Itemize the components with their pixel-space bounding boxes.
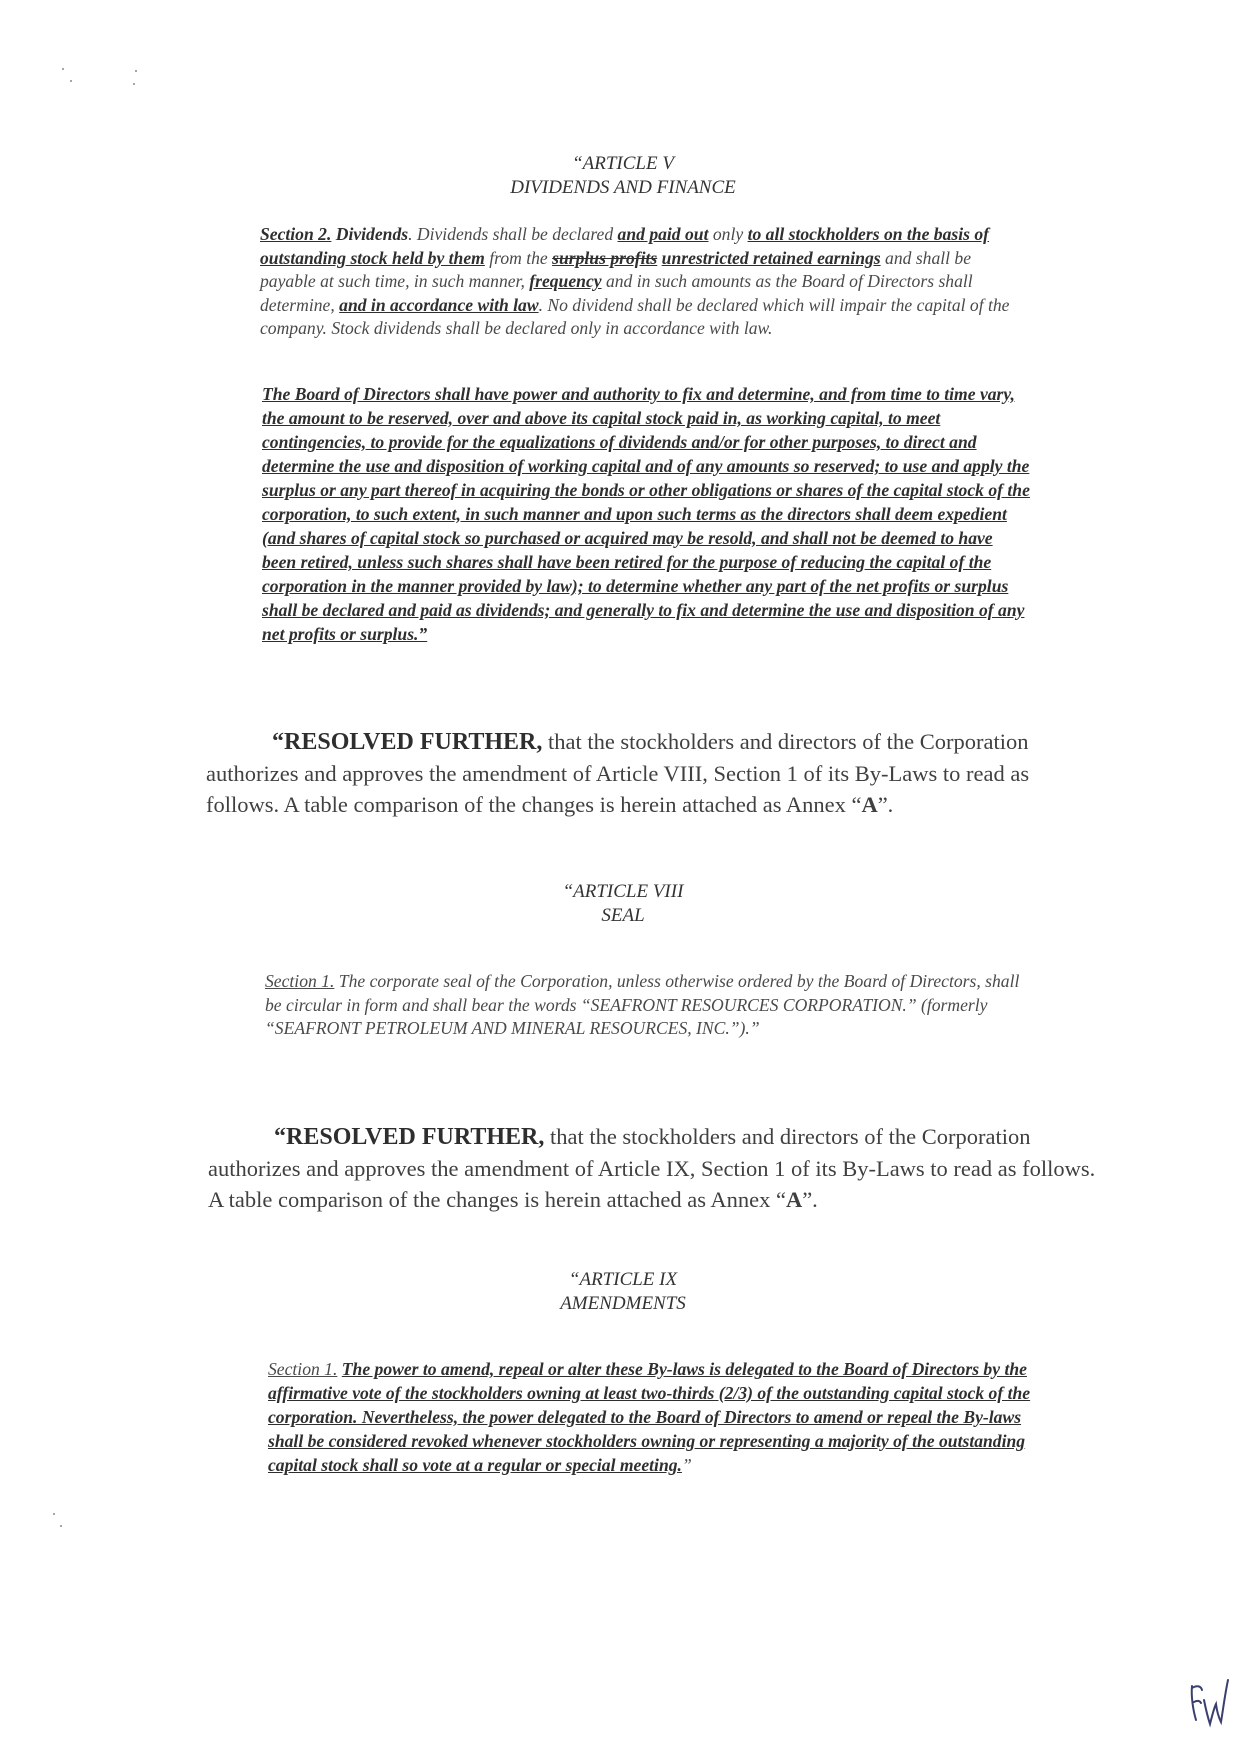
resolved-lead: “RESOLVED FURTHER, bbox=[274, 1124, 545, 1150]
section-label: Section 2. bbox=[260, 224, 332, 244]
scan-speck bbox=[62, 68, 64, 70]
annex-letter: A bbox=[785, 1187, 803, 1212]
inserted-text: and paid out bbox=[617, 224, 709, 244]
article-viii-section-1 bbox=[265, 970, 1033, 1041]
text-run: only bbox=[708, 224, 748, 244]
section-bold-label: Dividends bbox=[335, 224, 409, 244]
text-run: from the bbox=[484, 247, 553, 268]
scan-speck bbox=[53, 1513, 55, 1515]
article-ix-section-1 bbox=[268, 1357, 1036, 1477]
text-end: ” bbox=[681, 1455, 692, 1475]
section-label: Section 1. bbox=[265, 971, 335, 991]
deleted-text: surplus profits bbox=[552, 247, 658, 268]
inserted-text: frequency bbox=[529, 271, 602, 292]
text-run: and shall be payable at such time, in such manner, bbox=[260, 247, 972, 292]
article-viii-title: “ARTICLE VIII bbox=[562, 881, 684, 902]
inserted-paragraph: The Board of Directors shall have power and authority to fix and determine, and from time to time vary, the amount to be reserved, over and above its capital stock paid in, as working capital, to meet contingencies, to provide for the equalizations of dividends and/or for other purposes, to direct and determine the use and disposition of working capital and of any amounts so reserved; to use and apply the surplus or any part thereof in acquiring the bonds or other obligations or shares of the capital stock of the corporation, to such extent, in such manner and upon such terms as the directors shall deem expedient (and shares of capital stock so purchased or acquired may be resold, and shall not be deemed to have been retired, unless such shares shall have been retired for the purpose of reducing the capital of the corporation in the manner provided by law); to determine whether any part of the net profits or surplus shall be declared and paid as dividends; and generally to fix and determine the use and disposition of any net profits or surplus.” bbox=[262, 384, 1030, 644]
article-ix-title: “ARTICLE IX bbox=[568, 1269, 678, 1290]
resolved-text: that the stockholders and directors of the Corporation authorizes and approves the amendment of Article VIII, Section 1 of its By-Laws to read as follows. A table comparison of the changes is herein attached as Annex “ bbox=[206, 729, 1030, 817]
resolved-further-2 bbox=[208, 1121, 1108, 1215]
handwritten-initials-signature bbox=[1188, 1676, 1230, 1730]
article-v-section-2 bbox=[260, 223, 1028, 341]
resolved-further-1 bbox=[206, 726, 1106, 820]
resolved-text: that the stockholders and directors of the Corporation authorizes and approves the amendment of Article IX, Section 1 of its By-Laws to read as follows. A table comparison of the changes is herein attached as Annex “ bbox=[208, 1124, 1096, 1212]
board-of-directors-paragraph bbox=[262, 382, 1030, 646]
section-label: Section 1. bbox=[268, 1359, 338, 1379]
inserted-text: unrestricted retained earnings bbox=[661, 247, 881, 268]
resolved-end: ”. bbox=[802, 1187, 818, 1212]
annex-letter: A bbox=[861, 792, 878, 817]
scan-speck bbox=[70, 80, 72, 82]
article-viii-subtitle: SEAL bbox=[601, 905, 645, 926]
section-text: The corporate seal of the Corporation, unless otherwise ordered by the Board of Directors, shall be circular in form and shall bear the words “SEAFRONT RESOURCES CORPORATION.” (formerly “SEAFRONT PETROLEUM AND MINERAL RESOURCES, INC.”).” bbox=[265, 971, 1020, 1039]
scan-speck bbox=[133, 83, 135, 85]
article-viii-heading bbox=[0, 880, 1246, 928]
text-run: . Dividends shall be declared bbox=[408, 224, 618, 244]
article-ix-subtitle: AMENDMENTS bbox=[560, 1293, 686, 1314]
text-run: and in such amounts as the Board of Directors shall determine, bbox=[260, 271, 973, 315]
inserted-text: to all stockholders on the basis of outstanding stock held by them bbox=[260, 224, 990, 268]
article-ix-heading bbox=[0, 1268, 1246, 1316]
text-run: . No dividend shall be declared which will impair the capital of the company. Stock dividends shall be declared only in accordance with law. bbox=[260, 294, 1010, 339]
article-v-title: “ARTICLE V bbox=[572, 153, 674, 174]
article-v-heading bbox=[0, 152, 1246, 200]
article-v-subtitle: DIVIDENDS AND FINANCE bbox=[510, 177, 736, 198]
inserted-text: The power to amend, repeal or alter these By-laws is delegated to the Board of Directors by the affirmative vote of the stockholders owning at least two-thirds (2/3) of the outstanding capital stock of the corporation. Nevertheless, the power delegated to the Board of Directors to amend or repeal the By-laws shall be considered revoked whenever stockholders owning or representing a majority of the outstanding capital stock shall so vote at a regular or special meeting. bbox=[268, 1359, 1031, 1475]
scan-speck bbox=[135, 70, 137, 72]
inserted-text: and in accordance with law bbox=[339, 294, 539, 315]
resolved-end: ”. bbox=[877, 792, 894, 817]
resolved-lead: “RESOLVED FURTHER, bbox=[272, 729, 543, 755]
scan-speck bbox=[60, 1525, 62, 1527]
